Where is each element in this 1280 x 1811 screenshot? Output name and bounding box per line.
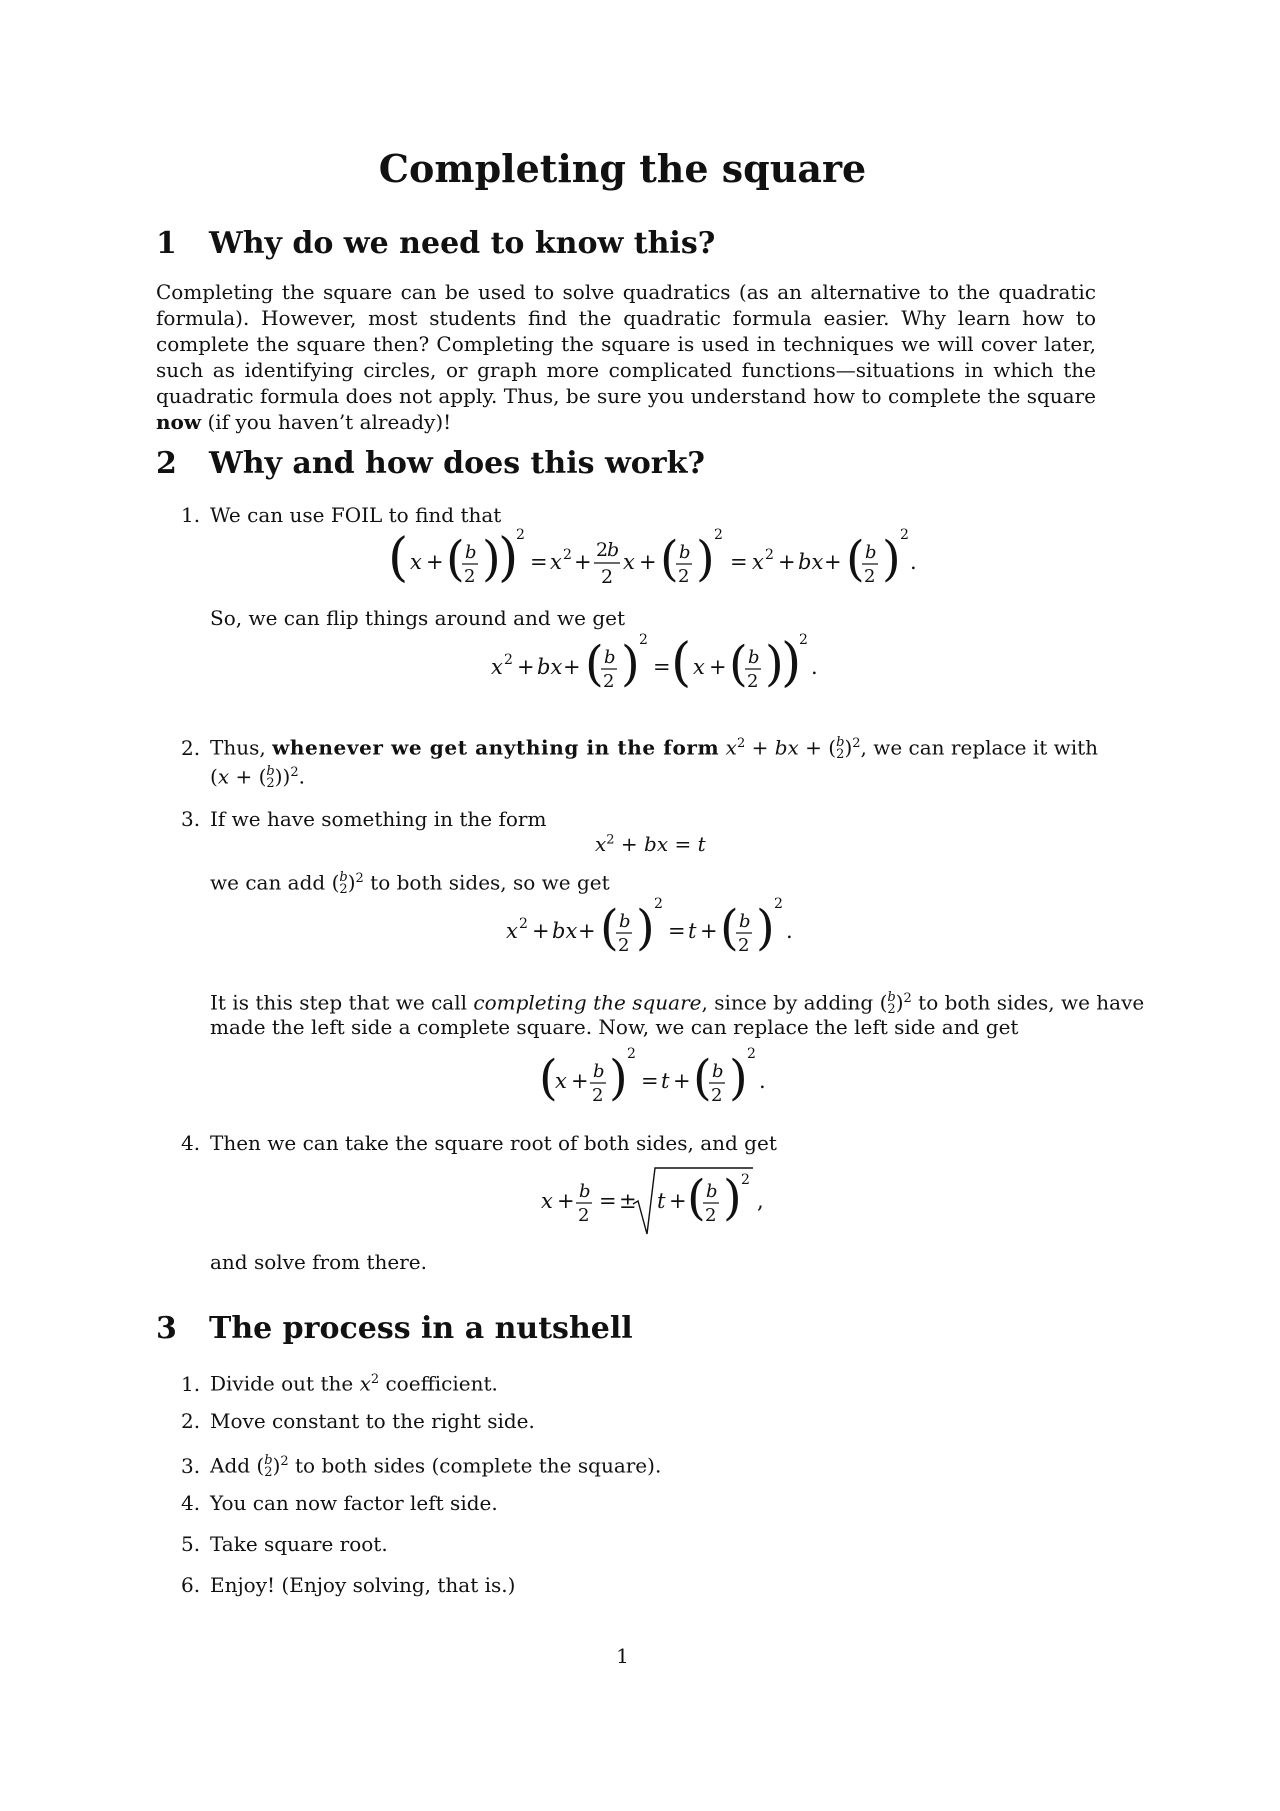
svg-text:t: t (688, 919, 697, 943)
svg-text:2: 2 (799, 632, 808, 648)
step-text: Take square root. (210, 1532, 388, 1556)
intro-paragraph (156, 279, 1096, 435)
step-text: Move constant to the right side. (210, 1409, 535, 1433)
svg-text:2: 2 (504, 652, 513, 668)
svg-text:+: + (426, 550, 444, 574)
section-heading-3 (156, 1311, 633, 1346)
svg-text:x: x (555, 1069, 567, 1093)
svg-text:(: ( (446, 531, 465, 587)
svg-text:+: + (639, 550, 657, 574)
svg-text:b: b (679, 542, 691, 563)
step-text: Divide out the (210, 1371, 354, 1396)
equation-foil (380, 525, 940, 595)
svg-text:bx: bx (798, 550, 824, 574)
svg-text:2: 2 (705, 1205, 717, 1226)
add-text: we can add (b 2)$^2$ to both sides, so we get (210, 870, 610, 898)
item-bold-text: whenever we get anything in the form (272, 735, 720, 760)
svg-text:b: b (865, 542, 877, 563)
svg-text:+: + (578, 919, 596, 943)
page-title: Completing the square (378, 146, 867, 191)
svg-text:x: x (550, 550, 562, 574)
svg-text:2: 2 (639, 632, 648, 648)
svg-text:+: + (563, 655, 581, 679)
step-item-6 (181, 1572, 1096, 1598)
svg-text:(: ( (729, 636, 748, 692)
svg-text:+: + (571, 1069, 589, 1093)
add-text-a: we can add (210, 870, 326, 895)
svg-text:.: . (811, 655, 818, 679)
svg-text:2: 2 (711, 1085, 723, 1106)
item-number: 1. (181, 503, 201, 527)
svg-text:2: 2 (864, 566, 876, 587)
svg-text:2: 2 (601, 566, 614, 588)
page-number: 1 (616, 1644, 629, 1668)
svg-text:(: ( (671, 633, 692, 693)
step-number: 2. (181, 1409, 201, 1433)
svg-text:): ) (498, 528, 519, 588)
svg-text:b: b (619, 911, 631, 932)
svg-text:2: 2 (592, 1085, 604, 1106)
svg-text:±: ± (619, 1189, 637, 1213)
list-item-3 (181, 806, 1096, 832)
step-item-3: 3. Add (b 2)$^2$ to both sides (complete the square). (181, 1453, 662, 1481)
step-number: 1. (181, 1371, 201, 1396)
equation-add (500, 894, 800, 964)
svg-text:b: b (712, 1061, 724, 1082)
svg-text:2: 2 (618, 935, 630, 956)
item-text: We can use FOIL to find that (210, 503, 502, 527)
step-number: 3. (181, 1453, 201, 1478)
intro-text-end: (if you haven’t already)! (201, 410, 452, 434)
inline-math: x (719, 735, 737, 760)
svg-text:2: 2 (714, 527, 723, 543)
item-text: Then we can take the square root of both sides, and get (210, 1131, 777, 1155)
section-number: 3 (156, 1311, 177, 1346)
svg-text:): ) (636, 900, 655, 956)
svg-text:): ) (729, 1050, 748, 1106)
svg-text:): ) (723, 1170, 742, 1226)
svg-text:+: + (557, 1189, 575, 1213)
svg-text:(: ( (660, 531, 679, 587)
svg-text:(: ( (539, 1050, 558, 1106)
equation-square (535, 1044, 775, 1114)
svg-text:): ) (696, 531, 715, 587)
step-text: Enjoy! (Enjoy solving, that is.) (210, 1573, 516, 1597)
svg-text:=: = (668, 919, 686, 943)
svg-text:2: 2 (678, 566, 690, 587)
item-tail-text: , we can replace it with (860, 735, 1099, 760)
svg-text:2: 2 (738, 935, 750, 956)
svg-text:2: 2 (603, 671, 615, 692)
section-title: Why do we need to know this? (209, 226, 716, 261)
svg-text:bx: bx (552, 919, 578, 943)
svg-text:.: . (786, 919, 793, 943)
svg-text:(: ( (687, 1170, 706, 1226)
svg-text:(: ( (585, 636, 604, 692)
svg-text:2: 2 (747, 1046, 756, 1062)
svg-text:b: b (465, 542, 477, 563)
step-text-end: to both sides (complete the square). (295, 1453, 662, 1478)
svg-text:t: t (657, 1189, 666, 1213)
svg-text:2: 2 (747, 671, 759, 692)
list-item-2: 2. Thus, whenever we get anything in the form $x^2$ + bx + (b 2)$^2$, we can replace it with (181, 735, 1099, 763)
svg-text:+: + (532, 919, 550, 943)
svg-text:x: x (752, 550, 764, 574)
intro-bold: now (156, 410, 202, 434)
svg-text:=: = (599, 1189, 617, 1213)
svg-text:): ) (756, 900, 775, 956)
svg-text:b: b (579, 1181, 591, 1202)
svg-text:b: b (593, 1061, 605, 1082)
svg-text:2: 2 (596, 539, 609, 561)
svg-text:x: x (410, 550, 422, 574)
inline-math-result: (x + (b 2))$^2$. (210, 764, 305, 792)
section-heading-1 (156, 226, 715, 261)
equation-root (535, 1160, 775, 1240)
step-text-end: coefficient. (385, 1371, 498, 1396)
solve-text: and solve from there. (210, 1250, 427, 1274)
svg-text:.: . (910, 550, 917, 574)
step-text-b: , since by adding (701, 990, 874, 1015)
list-item-4 (181, 1130, 1096, 1156)
svg-text:+: + (673, 1069, 691, 1093)
item-number: 3. (181, 807, 201, 831)
svg-text:): ) (621, 636, 640, 692)
svg-text:+: + (709, 655, 727, 679)
step-emphasis: completing the square (473, 990, 702, 1015)
svg-text:=: = (641, 1069, 659, 1093)
step-item-4 (181, 1490, 1096, 1516)
svg-text:2: 2 (900, 527, 909, 543)
svg-text:+: + (700, 919, 718, 943)
section-title: Why and how does this work? (209, 446, 705, 481)
svg-text:+: + (669, 1189, 687, 1213)
svg-text:2: 2 (464, 566, 476, 587)
item-number: 4. (181, 1131, 201, 1155)
section-title: The process in a nutshell (209, 1311, 633, 1346)
svg-text:): ) (781, 633, 802, 693)
svg-text:x: x (491, 655, 503, 679)
step-text-a: It is this step that we call (210, 990, 474, 1015)
svg-text:(: ( (846, 531, 865, 587)
step-number: 6. (181, 1573, 201, 1597)
section-number: 1 (156, 226, 177, 261)
svg-text:(: ( (600, 900, 619, 956)
svg-text:+: + (824, 550, 842, 574)
svg-text:x: x (541, 1189, 553, 1213)
svg-text:2: 2 (516, 527, 525, 543)
svg-text:2: 2 (741, 1172, 750, 1188)
item-text: If we have something in the form (210, 807, 547, 831)
svg-text:+: + (778, 550, 796, 574)
section-heading-2 (156, 446, 705, 481)
item-text: Thus, (210, 735, 273, 760)
svg-text:): ) (882, 531, 901, 587)
add-text-b: to both sides, so we get (370, 870, 610, 895)
step-text-c: to both sides, we have (918, 990, 1145, 1015)
svg-text:+: + (574, 550, 592, 574)
svg-text:2: 2 (563, 547, 572, 563)
step-text-line2: made the left side a complete square. Now, we can replace the left side and get (210, 1015, 1019, 1039)
item-number: 2. (181, 735, 201, 760)
step-number: 4. (181, 1491, 201, 1515)
svg-text:(: ( (720, 900, 739, 956)
step-text-line1: It is this step that we call completing the square, since by adding (b 2)$^2$ to both sides, we have (210, 990, 1145, 1018)
svg-text:2: 2 (774, 896, 783, 912)
svg-text:b: b (739, 911, 751, 932)
svg-text:(: ( (388, 528, 409, 588)
step-item-5 (181, 1531, 1096, 1557)
svg-text:x: x (506, 919, 518, 943)
step-number: 5. (181, 1532, 201, 1556)
flip-text: So, we can flip things around and we get (210, 606, 626, 630)
step-text: You can now factor left side. (210, 1491, 498, 1515)
svg-text:b: b (604, 647, 616, 668)
step-text: Add (210, 1453, 251, 1478)
svg-text:=: = (530, 550, 548, 574)
equation-form: $x^2$ + bx = t (595, 832, 706, 856)
svg-text:bx: bx (537, 655, 563, 679)
svg-text:2: 2 (519, 916, 528, 932)
svg-text:2: 2 (765, 547, 774, 563)
step-item-2 (181, 1408, 1096, 1434)
svg-text:+: + (517, 655, 535, 679)
svg-text:(: ( (693, 1050, 712, 1106)
intro-text: Completing the square can be used to solve quadratics (as an alternative to the quadratic formula). However, most students find the quadratic formula easier. Why learn how to complete the square then? Completing the square is used in techniques we will cover later, such as identifying circles, or graph more complicated functions—situations in which the quadratic formula does not apply. Thus, be sure you understand how to complete the square (156, 280, 1096, 408)
svg-text:): ) (765, 636, 784, 692)
svg-text:t: t (661, 1069, 670, 1093)
svg-text:): ) (609, 1050, 628, 1106)
svg-text:b: b (607, 539, 620, 561)
svg-text:b: b (706, 1181, 718, 1202)
svg-text:2: 2 (578, 1205, 590, 1226)
svg-text:b: b (748, 647, 760, 668)
svg-text:x: x (623, 550, 635, 574)
section-number: 2 (156, 446, 177, 481)
svg-text:2: 2 (654, 896, 663, 912)
svg-text:2: 2 (627, 1046, 636, 1062)
svg-text:): ) (482, 531, 501, 587)
svg-text:x: x (693, 655, 705, 679)
step-item-1: 1. Divide out the $x^2$ coefficient. (181, 1371, 498, 1396)
svg-text:,: , (757, 1189, 764, 1213)
svg-text:.: . (759, 1069, 766, 1093)
equation-flip (485, 630, 825, 700)
svg-text:=: = (653, 655, 671, 679)
svg-text:=: = (730, 550, 748, 574)
